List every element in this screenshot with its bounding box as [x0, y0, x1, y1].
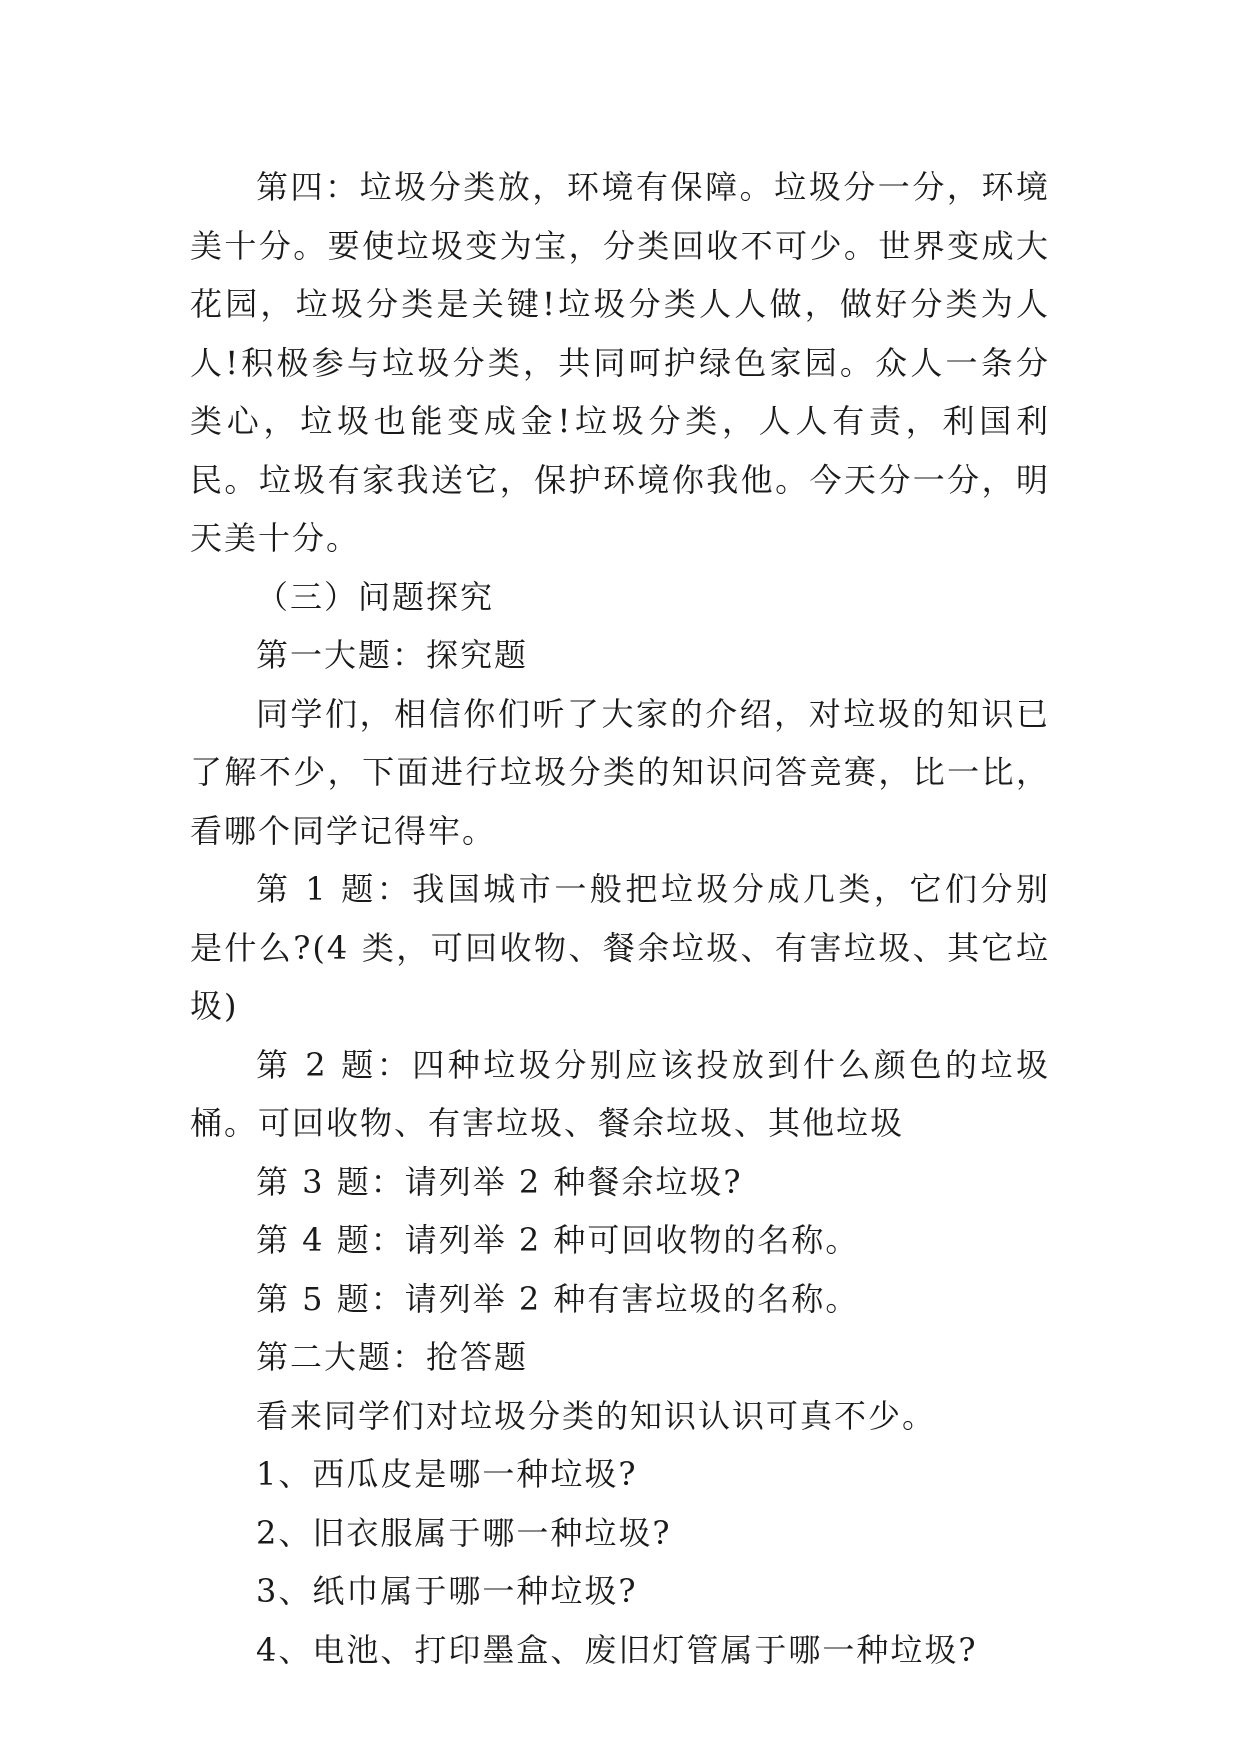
paragraph-intro: 同学们，相信你们听了大家的介绍，对垃圾的知识已了解不少，下面进行垃圾分类的知识问答竞赛，比一比，看哪个同学记得牢。 [190, 694, 1050, 850]
question-1: 第 1 题：我国城市一般把垃圾分成几类，它们分别是什么?(4 类，可回收物、餐余垃圾、有害垃圾、其它垃圾) [190, 870, 1050, 1025]
quick-question-2: 2、旧衣服属于哪一种垃圾? [256, 1513, 672, 1552]
paragraph-slogans: 第四：垃圾分类放，环境有保障。垃圾分一分，环境美十分。要使垃圾变为宝，分类回收不可少。世界变成大花园，垃圾分类是关键!垃圾分类人人做，做好分类为人人!积极参与垃圾分类，共同呵护绿色家园。众人一条分类心，垃圾也能变成金!垃圾分类，人人有责，利国利民。垃圾有家我送它，保护环境你我他。今天分一分，明天美十分。 [190, 168, 1050, 557]
paragraph-transition: 看来同学们对垃圾分类的知识认识可真不少。 [256, 1396, 937, 1435]
quick-question-3: 3、纸巾属于哪一种垃圾? [256, 1572, 638, 1610]
part-one-heading: 第一大题：探究题 [256, 636, 529, 674]
part-two-heading: 第二大题：抢答题 [256, 1338, 529, 1376]
question-4: 第 4 题：请列举 2 种可回收物的名称。 [256, 1221, 860, 1259]
quick-question-4: 4、电池、打印墨盒、废旧灯管属于哪一种垃圾? [256, 1630, 978, 1669]
section-heading: （三）问题探究 [256, 577, 495, 616]
quick-question-1: 1、西瓜皮是哪一种垃圾? [256, 1455, 638, 1493]
question-5: 第 5 题：请列举 2 种有害垃圾的名称。 [256, 1279, 860, 1318]
question-3: 第 3 题：请列举 2 种餐余垃圾? [256, 1162, 743, 1201]
document-body [190, 158, 1050, 1679]
question-2: 第 2 题：四种垃圾分别应该投放到什么颜色的垃圾桶。可回收物、有害垃圾、餐余垃圾、其他垃圾 [190, 1045, 1050, 1142]
